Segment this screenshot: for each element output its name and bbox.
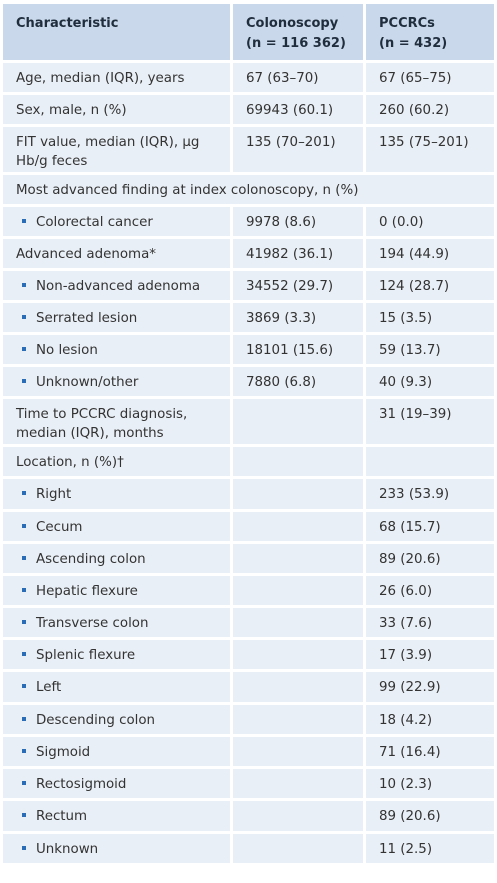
- row-label-cell: [3, 271, 230, 300]
- row-label: Sigmoid: [36, 745, 91, 760]
- row-label-cell: [3, 737, 230, 766]
- row-label: Colorectal cancer: [36, 215, 153, 230]
- colonoscopy-value: [230, 801, 363, 831]
- row-label-cell: [3, 640, 230, 669]
- pccrcs-value: 135 (75–201): [363, 127, 494, 172]
- row-label-cell: [3, 801, 230, 831]
- bullet-icon: [22, 588, 26, 592]
- pccrcs-value: 71 (16.4): [363, 737, 494, 766]
- colonoscopy-value: [230, 544, 363, 573]
- pccrcs-value: 10 (2.3): [363, 769, 494, 798]
- colonoscopy-value: [230, 608, 363, 637]
- pccrcs-value: 15 (3.5): [363, 303, 494, 332]
- colonoscopy-value: [230, 576, 363, 605]
- bullet-icon: [22, 846, 26, 850]
- data-table: [3, 4, 494, 863]
- table-row: [3, 605, 494, 637]
- row-label: Descending colon: [36, 713, 156, 728]
- row-label: Right: [36, 487, 72, 502]
- table-row: [3, 669, 494, 702]
- header-colonoscopy: [230, 4, 363, 60]
- row-label-cell: [3, 512, 230, 541]
- row-label: Unknown/other: [36, 375, 139, 390]
- row-label: Serrated lesion: [36, 311, 138, 326]
- table-row: [3, 332, 494, 364]
- row-label-cell: [3, 769, 230, 798]
- row-label-cell: [3, 399, 230, 444]
- row-label-cell: [3, 576, 230, 605]
- row-label-cell: [3, 303, 230, 332]
- pccrcs-value: 18 (4.2): [363, 705, 494, 734]
- table-row: [3, 831, 494, 863]
- pccrcs-value: 260 (60.2): [363, 95, 494, 124]
- pccrcs-value: 31 (19–39): [363, 399, 494, 444]
- table-row: [3, 172, 494, 204]
- table-row: [3, 476, 494, 509]
- table-row: [3, 798, 494, 831]
- row-label: Cecum: [36, 520, 83, 535]
- colonoscopy-value: [230, 447, 363, 476]
- bullet-icon: [22, 283, 26, 287]
- colonoscopy-value: [230, 399, 363, 444]
- row-label-cell: [3, 335, 230, 364]
- row-label: Hepatic flexure: [36, 584, 138, 599]
- bullet-icon: [22, 347, 26, 351]
- bullet-icon: [22, 379, 26, 383]
- table-row: [3, 541, 494, 573]
- table-row: [3, 60, 494, 92]
- header-pccrcs-count: (n = 432): [379, 36, 448, 51]
- bullet-icon: [22, 813, 26, 817]
- row-label: Age, median (IQR), years: [16, 71, 185, 86]
- colonoscopy-value: 69943 (60.1): [230, 95, 363, 124]
- pccrcs-value: 26 (6.0): [363, 576, 494, 605]
- row-label-cell: [3, 127, 230, 172]
- table-row: [3, 92, 494, 124]
- row-label: Ascending colon: [36, 552, 146, 567]
- table-header: [3, 4, 494, 60]
- table-row: [3, 509, 494, 541]
- row-label: Non-advanced adenoma: [36, 279, 201, 294]
- table-row: [3, 300, 494, 332]
- header-characteristic: [3, 4, 230, 60]
- colonoscopy-value: [230, 512, 363, 541]
- pccrcs-value: 0 (0.0): [363, 207, 494, 236]
- pccrcs-value: 40 (9.3): [363, 367, 494, 396]
- colonoscopy-value: 41982 (36.1): [230, 239, 363, 268]
- colonoscopy-value: [230, 672, 363, 702]
- bullet-icon: [22, 717, 26, 721]
- colonoscopy-value: [230, 479, 363, 509]
- bullet-icon: [22, 652, 26, 656]
- table-row: [3, 396, 494, 444]
- row-label: Transverse colon: [36, 616, 149, 631]
- row-label: Rectosigmoid: [36, 777, 127, 792]
- bullet-icon: [22, 491, 26, 495]
- row-label-cell: [3, 63, 230, 92]
- table-row: [3, 766, 494, 798]
- pccrcs-value: [363, 447, 494, 476]
- colonoscopy-value: 18101 (15.6): [230, 335, 363, 364]
- table-body: [3, 60, 494, 863]
- header-characteristic-label: Characteristic: [16, 16, 119, 31]
- header-colonoscopy-count: (n = 116 362): [246, 36, 346, 51]
- table-row: [3, 702, 494, 734]
- colonoscopy-value: 135 (70–201): [230, 127, 363, 172]
- row-label-cell: [3, 447, 230, 476]
- table-row: [3, 124, 494, 172]
- colonoscopy-value: 9978 (8.6): [230, 207, 363, 236]
- colonoscopy-value: [230, 640, 363, 669]
- colonoscopy-value: [230, 834, 363, 863]
- pccrcs-value: 194 (44.9): [363, 239, 494, 268]
- pccrcs-value: 33 (7.6): [363, 608, 494, 637]
- row-label: FIT value, median (IQR), µg Hb/g feces: [16, 135, 200, 169]
- row-label-cell: [3, 608, 230, 637]
- row-label: Unknown: [36, 842, 99, 857]
- table-row: [3, 364, 494, 396]
- row-label-cell: [3, 207, 230, 236]
- header-pccrcs: [363, 4, 494, 60]
- colonoscopy-value: 3869 (3.3): [230, 303, 363, 332]
- pccrcs-value: 17 (3.9): [363, 640, 494, 669]
- section-label: Most advanced finding at index colonoscopy, n (%): [16, 183, 359, 198]
- pccrcs-value: 68 (15.7): [363, 512, 494, 541]
- row-label: Left: [36, 680, 62, 695]
- header-pccrcs-title: PCCRCs: [379, 16, 435, 31]
- row-label-cell: [3, 95, 230, 124]
- row-label-cell: [3, 672, 230, 702]
- pccrcs-value: 99 (22.9): [363, 672, 494, 702]
- row-label-cell: [3, 479, 230, 509]
- bullet-icon: [22, 315, 26, 319]
- pccrcs-value: 124 (28.7): [363, 271, 494, 300]
- colonoscopy-value: 67 (63–70): [230, 63, 363, 92]
- pccrcs-value: 59 (13.7): [363, 335, 494, 364]
- pccrcs-value: 11 (2.5): [363, 834, 494, 863]
- header-colonoscopy-title: Colonoscopy: [246, 16, 339, 31]
- bullet-icon: [22, 749, 26, 753]
- bullet-icon: [22, 620, 26, 624]
- table-row: [3, 268, 494, 300]
- row-label: Time to PCCRC diagnosis, median (IQR), months: [16, 407, 188, 441]
- row-label-cell: [3, 367, 230, 396]
- bullet-icon: [22, 219, 26, 223]
- row-label-cell: [3, 834, 230, 863]
- table-row: [3, 573, 494, 605]
- row-label: No lesion: [36, 343, 98, 358]
- bullet-icon: [22, 556, 26, 560]
- colonoscopy-value: [230, 737, 363, 766]
- row-label-cell: [3, 544, 230, 573]
- colonoscopy-value: 34552 (29.7): [230, 271, 363, 300]
- row-label-cell: [3, 239, 230, 268]
- bullet-icon: [22, 781, 26, 785]
- row-label: Splenic flexure: [36, 648, 136, 663]
- table-row: [3, 734, 494, 766]
- table-row: [3, 444, 494, 476]
- colonoscopy-value: [230, 705, 363, 734]
- row-label-cell: [3, 705, 230, 734]
- bullet-icon: [22, 684, 26, 688]
- bullet-icon: [22, 524, 26, 528]
- colonoscopy-value: [230, 769, 363, 798]
- pccrcs-value: 89 (20.6): [363, 801, 494, 831]
- pccrcs-value: 67 (65–75): [363, 63, 494, 92]
- table-row: [3, 204, 494, 236]
- row-label: Advanced adenoma*: [16, 247, 156, 262]
- table-row: [3, 236, 494, 268]
- pccrcs-value: 89 (20.6): [363, 544, 494, 573]
- row-label: Location, n (%)†: [16, 455, 124, 470]
- pccrcs-value: 233 (53.9): [363, 479, 494, 509]
- row-label: Rectum: [36, 809, 88, 824]
- row-label: Sex, male, n (%): [16, 103, 127, 118]
- table-row: [3, 637, 494, 669]
- colonoscopy-value: 7880 (6.8): [230, 367, 363, 396]
